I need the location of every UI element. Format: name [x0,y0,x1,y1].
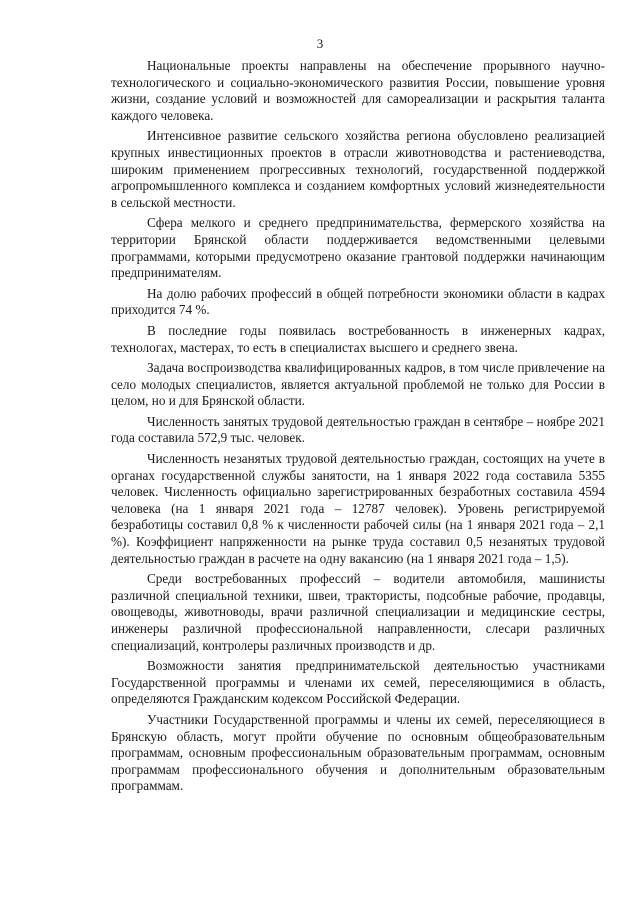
document-body [111,58,605,799]
paragraph-demanded-professions: Среди востребованных профессий – водители автомобиля, машинисты различной специальной техники, швеи, трактористы, подсобные рабочие, продавцы, овощеводы, животноводы, врачи различной специализации и медицинские сестры, инженеры различной профессиональной направленности, слесари различных специализаций, контролеры различных производств и др. [111,571,605,653]
paragraph-education: Участники Государственной программы и члены их семей, переселяющиеся в Брянскую область, могут пройти обучение по основным общеобразовательным программам, основным профессиональным образовательным программам, основным программам профессионального обучения и дополнительным образовательным программам. [111,711,605,794]
paragraph-unemployment: Численность незанятых трудовой деятельностью граждан, состоящих на учете в органах государственной службы занятости, на 1 января 2022 года составила 5355 человек. Численность официально зарегистрированных безработных составила 4594 человека (на 1 января 2021 года – 12787 человек). Уровень регистрируемой безработицы составил 0,8 % к численности рабочей силы (на 1 января 2021 года – 2,1 %). Коэффициент напряженности на рынке труда составил 0,5 незанятых трудовой деятельностью граждан в расчете на одну вакансию (на 1 января 2021 года – 1,5). [111,451,605,566]
paragraph-working-professions: На долю рабочих профессий в общей потребности экономики области в кадрах приходится 74 %. [111,285,605,318]
paragraph-qualified-personnel: Задача воспроизводства квалифицированных кадров, в том числе привлечение на село молодых специалистов, является актуальной проблемой не только для России в целом, но и для Брянской области. [111,360,605,409]
paragraph-agriculture: Интенсивное развитие сельского хозяйства региона обусловлено реализацией крупных инвестиционных проектов в отрасли животноводства и растениеводства, широким применением прогрессивных технологий, государственной поддержкой агропромышленного комплекса и созданием комфортных условий жизнедеятельности в сельской местности. [111,128,605,210]
paragraph-small-business: Сфера мелкого и среднего предпринимательства, фермерского хозяйства на территории Брянской области поддерживается ведомственными целевыми программами, которыми предусмотрено оказание грантовой поддержки начинающим предпринимателям. [111,215,605,281]
paragraph-entrepreneurship: Возможности занятия предпринимательской деятельностью участниками Государственной программы и членами их семей, переселяющимися в область, определяются Гражданским кодексом Российской Федерации. [111,658,605,707]
paragraph-employed-count: Численность занятых трудовой деятельностью граждан в сентябре – ноябре 2021 года составила 572,9 тыс. человек. [111,413,605,446]
paragraph-national-projects: Национальные проекты направлены на обеспечение прорывного научно-технологического и социально-экономического развития России, повышение уровня жизни, создание условий и возможностей для самореализации и раскрытия таланта каждого человека. [111,58,605,123]
paragraph-engineering-demand: В последние годы появилась востребованность в инженерных кадрах, технологах, мастерах, то есть в специалистах высшего и среднего звена. [111,322,605,355]
page-number: 3 [316,36,324,51]
